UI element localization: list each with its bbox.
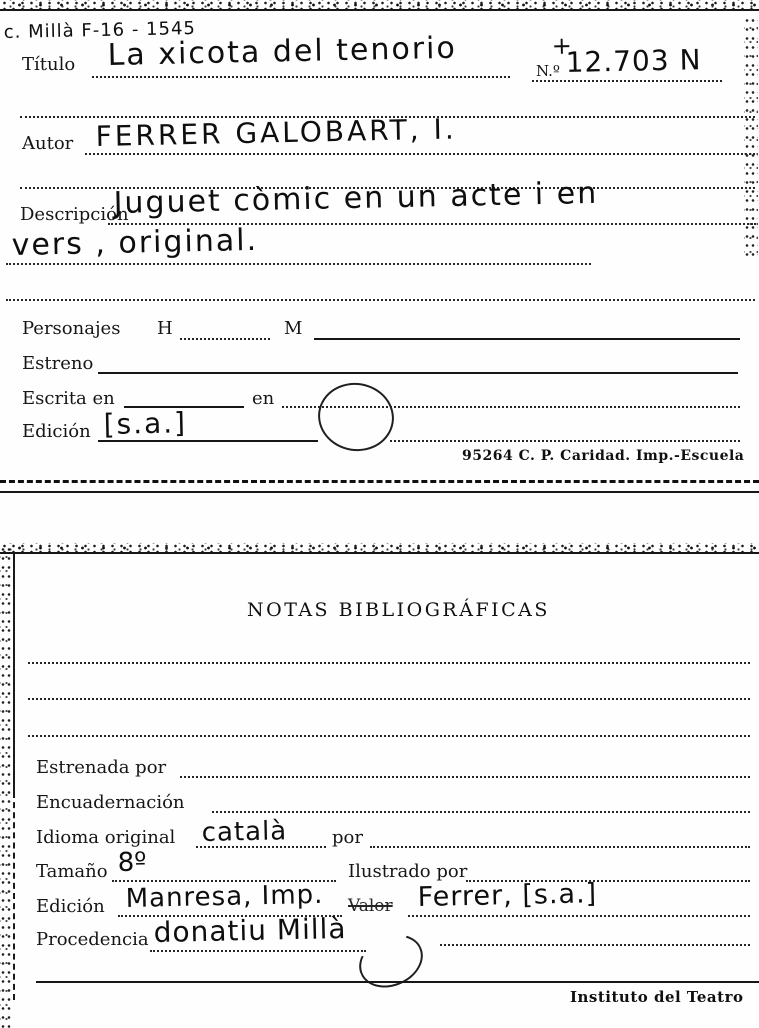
- escrita-en2-label: en: [252, 388, 275, 409]
- numero-label: N.º: [536, 62, 560, 80]
- encuadernacion-rule: [212, 811, 750, 813]
- estrenada-por-label: Estrenada por: [36, 757, 167, 778]
- descripcion-line2: vers , original.: [11, 222, 259, 263]
- idioma-por-label: por: [332, 827, 363, 848]
- procedencia-label: Procedencia: [36, 929, 149, 950]
- edicion2-value-1: Manresa, Imp.: [125, 879, 324, 914]
- numero-value: 12.703 N: [565, 43, 702, 79]
- personajes-m-label: M: [284, 318, 303, 339]
- procedencia-rule-2: [440, 944, 750, 946]
- card2-left-rule-solid: [13, 552, 15, 792]
- estreno-label: Estreno: [22, 353, 94, 374]
- blank-rule-1: [28, 662, 750, 664]
- idioma-original-label: Idioma original: [36, 827, 176, 848]
- personajes-h-label: H: [157, 318, 173, 339]
- blank-rule-2: [28, 698, 750, 700]
- descripcion-line1: Juguet còmic en un acte i en: [113, 175, 599, 221]
- edicion2-value-2: Ferrer, [s.a.]: [417, 878, 598, 913]
- footer-imprint: Instituto del Teatro: [570, 988, 744, 1006]
- procedencia-rule-1: [150, 950, 366, 952]
- idioma-original-value: català: [201, 816, 288, 848]
- estrenada-por-rule: [180, 776, 750, 778]
- card1-annotation: c. Millà F-16 - 1545: [3, 17, 197, 43]
- idioma-por-rule: [370, 846, 750, 848]
- autor-value: FERRER GALOBART, I.: [95, 112, 458, 153]
- stamp-circle-partial: [351, 925, 432, 998]
- edicion2-crossed-value: Valor: [348, 896, 393, 916]
- edicion2-rule-2: [408, 915, 750, 917]
- card2-torn-top-edge: [0, 543, 759, 554]
- titulo-value: La xicota del tenorio: [107, 30, 458, 74]
- personajes-label: Personajes: [22, 318, 121, 339]
- autor-label: Autor: [22, 133, 74, 154]
- titulo-label: Título: [22, 54, 76, 75]
- ilustrado-por-label: Ilustrado por: [348, 861, 468, 882]
- encuadernacion-label: Encuadernación: [36, 792, 185, 813]
- printer-imprint: 95264 C. P. Caridad. Imp.-Escuela: [462, 448, 745, 464]
- descripcion-label: Descripción: [20, 204, 129, 225]
- numero-plus-mark: +: [551, 31, 573, 60]
- card2-left-rule-dashed: [13, 792, 15, 1000]
- procedencia-value: donatiu Millà: [153, 911, 347, 949]
- blank-rule-3: [28, 735, 750, 737]
- edicion-value: [s.a.]: [103, 406, 188, 441]
- edicion-label: Edición: [22, 421, 91, 442]
- edicion2-label: Edición: [36, 896, 105, 917]
- tamano-label: Tamaño: [36, 861, 108, 882]
- card2-torn-left-edge: [0, 545, 11, 1028]
- card2-bottom-rule: [36, 981, 759, 983]
- escrita-en-label: Escrita en: [22, 388, 115, 409]
- notas-heading: NOTAS BIBLIOGRÁFICAS: [247, 599, 550, 621]
- tamano-value: 8º: [117, 847, 147, 878]
